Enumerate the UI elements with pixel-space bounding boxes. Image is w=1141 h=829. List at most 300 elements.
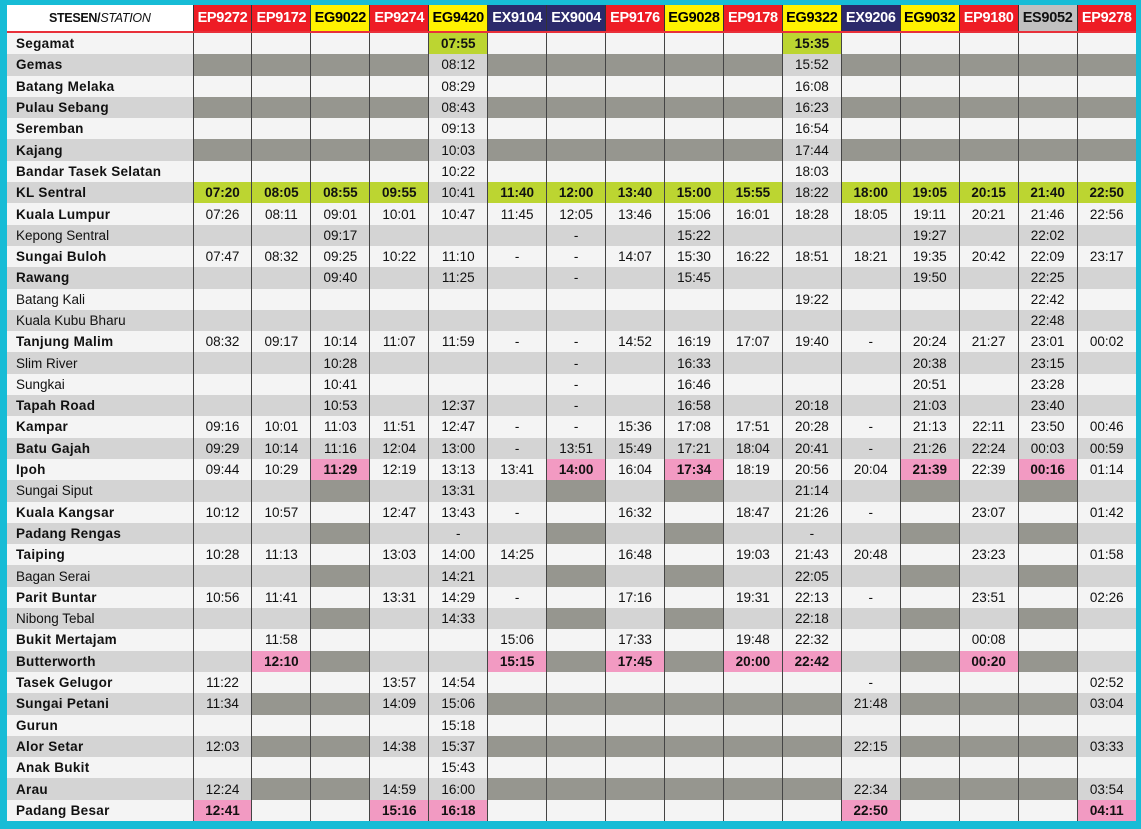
time-cell [606,800,665,821]
time-cell [841,32,900,54]
time-cell: 16:54 [782,118,841,139]
time-cell [370,651,429,672]
station-row [7,225,1136,246]
train-header-ep9272: EP9272 [193,5,252,32]
station-name: Segamat [7,32,193,54]
time-cell: 15:52 [782,54,841,75]
time-cell: - [488,331,547,352]
time-cell [547,161,606,182]
station-row [7,438,1136,459]
time-cell [1077,161,1136,182]
time-cell: 18:19 [723,459,782,480]
time-cell: 12:47 [429,416,488,437]
time-cell [665,715,724,736]
time-cell: 23:23 [959,544,1018,565]
no-service-cell [665,651,724,672]
time-cell [488,565,547,586]
time-cell: 17:08 [665,416,724,437]
time-cell [665,757,724,778]
time-cell [193,289,252,310]
time-cell [841,118,900,139]
time-cell [723,32,782,54]
time-cell: 16:22 [723,246,782,267]
time-cell [665,32,724,54]
time-cell: 17:33 [606,629,665,650]
no-service-cell [1077,97,1136,118]
time-cell: 10:22 [370,246,429,267]
time-cell [252,480,311,501]
time-cell [370,32,429,54]
time-cell [1077,267,1136,288]
station-row [7,374,1136,395]
station-row [7,289,1136,310]
time-cell: 10:01 [252,416,311,437]
time-cell [193,352,252,373]
time-cell: 11:13 [252,544,311,565]
time-cell: 21:26 [782,502,841,523]
time-cell [311,629,370,650]
time-cell [723,118,782,139]
time-cell: 20:42 [959,246,1018,267]
time-cell [1077,310,1136,331]
time-cell [1077,480,1136,501]
time-cell [1077,225,1136,246]
time-cell: 22:15 [841,736,900,757]
time-cell: 23:40 [1018,395,1077,416]
time-cell [547,587,606,608]
time-cell: - [841,502,900,523]
time-cell [606,715,665,736]
time-cell: 10:14 [311,331,370,352]
time-cell [311,757,370,778]
time-cell: 22:25 [1018,267,1077,288]
time-cell [665,672,724,693]
no-service-cell [311,565,370,586]
time-cell: 19:27 [900,225,959,246]
time-cell [488,672,547,693]
train-header-eg9032: EG9032 [900,5,959,32]
time-cell [959,118,1018,139]
station-name: Alor Setar [7,736,193,757]
time-cell [900,587,959,608]
time-cell: 15:45 [665,267,724,288]
station-row [7,587,1136,608]
time-cell: 23:50 [1018,416,1077,437]
time-cell: 22:39 [959,459,1018,480]
time-cell: 14:21 [429,565,488,586]
time-cell [193,161,252,182]
time-cell [252,715,311,736]
time-cell: 10:28 [311,352,370,373]
time-cell: - [488,438,547,459]
terminus-time-cell: 11:29 [311,459,370,480]
no-service-cell [311,97,370,118]
station-name: Arau [7,778,193,799]
time-cell [370,480,429,501]
time-cell [665,161,724,182]
no-service-cell [782,736,841,757]
time-cell [370,161,429,182]
time-cell: 22:05 [782,565,841,586]
station-row [7,544,1136,565]
time-cell: 19:03 [723,544,782,565]
origin-time-cell: 09:55 [370,182,429,203]
time-cell [547,715,606,736]
time-cell [370,395,429,416]
time-cell: 11:34 [193,693,252,714]
time-cell [252,310,311,331]
time-cell [900,118,959,139]
time-cell: 22:48 [1018,310,1077,331]
no-service-cell [311,54,370,75]
time-cell: 11:07 [370,331,429,352]
time-cell: 12:47 [370,502,429,523]
time-cell [723,800,782,821]
no-service-cell [1077,54,1136,75]
time-cell: 09:25 [311,246,370,267]
time-cell [547,502,606,523]
no-service-cell [900,480,959,501]
time-cell: 10:57 [252,502,311,523]
time-cell [959,608,1018,629]
time-cell: 11:41 [252,587,311,608]
time-cell: 16:04 [606,459,665,480]
time-cell [900,32,959,54]
no-service-cell [665,54,724,75]
time-cell: 22:09 [1018,246,1077,267]
no-service-cell [252,778,311,799]
time-cell: 09:17 [252,331,311,352]
time-cell [841,225,900,246]
time-cell: 10:41 [429,182,488,203]
time-cell [311,715,370,736]
no-service-cell [547,693,606,714]
no-service-cell [900,693,959,714]
time-cell [606,523,665,544]
time-cell [1077,395,1136,416]
time-cell: 09:16 [193,416,252,437]
station-row [7,715,1136,736]
time-cell: 16:08 [782,76,841,97]
time-cell [193,225,252,246]
train-header-es9052: ES9052 [1018,5,1077,32]
time-cell: 11:16 [311,438,370,459]
time-cell: - [782,523,841,544]
time-cell [429,289,488,310]
no-service-cell [311,608,370,629]
time-cell [606,118,665,139]
station-name: Nibong Tebal [7,608,193,629]
time-cell [959,800,1018,821]
station-label-english: STATION [100,11,151,25]
time-cell: 01:14 [1077,459,1136,480]
no-service-cell [488,778,547,799]
time-cell: 10:01 [370,203,429,224]
time-cell: 21:26 [900,438,959,459]
time-cell [900,289,959,310]
station-name: Slim River [7,352,193,373]
time-cell [665,118,724,139]
no-service-cell [1018,651,1077,672]
no-service-cell [606,736,665,757]
time-cell [665,310,724,331]
time-cell [1018,118,1077,139]
time-cell [252,523,311,544]
time-cell [606,374,665,395]
station-row [7,416,1136,437]
no-service-cell [1018,97,1077,118]
time-cell: 16:19 [665,331,724,352]
time-cell [841,608,900,629]
time-cell: 10:29 [252,459,311,480]
time-cell [1077,76,1136,97]
time-cell: 22:56 [1077,203,1136,224]
station-name: Anak Bukit [7,757,193,778]
time-cell: 16:00 [429,778,488,799]
time-cell [841,651,900,672]
time-cell [547,289,606,310]
time-cell [841,565,900,586]
time-cell: 10:22 [429,161,488,182]
time-cell [488,395,547,416]
time-cell: 14:52 [606,331,665,352]
station-name: Sungai Petani [7,693,193,714]
time-cell [1018,161,1077,182]
station-name: Kampar [7,416,193,437]
time-cell: 08:29 [429,76,488,97]
time-cell [1077,523,1136,544]
time-cell: 08:32 [193,331,252,352]
time-cell: 11:58 [252,629,311,650]
time-cell [547,629,606,650]
time-cell [900,672,959,693]
no-service-cell [547,778,606,799]
station-name: Rawang [7,267,193,288]
time-cell: 08:12 [429,54,488,75]
time-cell: 20:04 [841,459,900,480]
time-cell [547,118,606,139]
time-cell [193,480,252,501]
time-cell: 00:02 [1077,331,1136,352]
time-cell: - [841,438,900,459]
station-name: Pulau Sebang [7,97,193,118]
time-cell: 01:42 [1077,502,1136,523]
time-cell [311,587,370,608]
time-cell: 19:40 [782,331,841,352]
time-cell [665,289,724,310]
time-cell [193,651,252,672]
time-cell [959,289,1018,310]
no-service-cell [488,736,547,757]
time-cell: 18:51 [782,246,841,267]
no-service-cell [900,97,959,118]
time-cell: 09:17 [311,225,370,246]
time-cell [959,715,1018,736]
origin-time-cell: 22:50 [1077,182,1136,203]
no-service-cell [841,97,900,118]
station-name: Batang Kali [7,289,193,310]
time-cell: 10:28 [193,544,252,565]
time-cell [665,629,724,650]
time-cell: 20:21 [959,203,1018,224]
time-cell [193,310,252,331]
time-cell: - [841,331,900,352]
time-cell [723,225,782,246]
time-cell [193,757,252,778]
time-cell [193,267,252,288]
station-row [7,118,1136,139]
time-cell [193,608,252,629]
time-cell: 15:06 [665,203,724,224]
no-service-cell [547,565,606,586]
time-cell: 00:03 [1018,438,1077,459]
time-cell [370,225,429,246]
time-cell [252,757,311,778]
time-cell [959,32,1018,54]
station-name: Kuala Lumpur [7,203,193,224]
time-cell: 12:24 [193,778,252,799]
time-cell [488,118,547,139]
time-cell: 21:43 [782,544,841,565]
time-cell [959,565,1018,586]
time-cell [900,161,959,182]
time-cell: 20:24 [900,331,959,352]
time-cell [606,289,665,310]
time-cell: 08:32 [252,246,311,267]
no-service-cell [488,97,547,118]
no-service-cell [959,693,1018,714]
time-cell: 03:04 [1077,693,1136,714]
no-service-cell [1018,565,1077,586]
time-cell: 19:31 [723,587,782,608]
no-service-cell [900,139,959,160]
time-cell [488,523,547,544]
train-header-ep9274: EP9274 [370,5,429,32]
time-cell: 16:01 [723,203,782,224]
station-row [7,608,1136,629]
station-name: Taiping [7,544,193,565]
time-cell: 22:02 [1018,225,1077,246]
no-service-cell [311,778,370,799]
time-cell [252,565,311,586]
time-cell [252,32,311,54]
time-cell [841,757,900,778]
time-cell: 12:03 [193,736,252,757]
station-row [7,54,1136,75]
time-cell [1018,629,1077,650]
time-cell [606,267,665,288]
time-cell: 21:03 [900,395,959,416]
terminus-time-cell: 21:39 [900,459,959,480]
time-cell: 20:48 [841,544,900,565]
no-service-cell [193,54,252,75]
time-cell: 21:48 [841,693,900,714]
time-cell [900,544,959,565]
time-cell [841,76,900,97]
time-cell [959,310,1018,331]
no-service-cell [311,693,370,714]
time-cell: 19:22 [782,289,841,310]
no-service-cell [252,54,311,75]
time-cell: 00:08 [959,629,1018,650]
time-cell [547,32,606,54]
time-cell [429,629,488,650]
time-cell: 03:33 [1077,736,1136,757]
origin-time-cell: 15:00 [665,182,724,203]
time-cell [1018,544,1077,565]
no-service-cell [606,139,665,160]
time-cell [488,800,547,821]
station-name: Butterworth [7,651,193,672]
time-cell [723,267,782,288]
no-service-cell [665,565,724,586]
time-cell: 22:13 [782,587,841,608]
time-cell [1018,757,1077,778]
station-name: Ipoh [7,459,193,480]
time-cell [252,161,311,182]
time-cell [606,225,665,246]
time-cell [606,757,665,778]
origin-time-cell: 11:40 [488,182,547,203]
train-timetable [7,5,1136,821]
time-cell: 17:21 [665,438,724,459]
time-cell: 20:41 [782,438,841,459]
time-cell [782,672,841,693]
time-cell: 08:43 [429,97,488,118]
time-cell: 19:50 [900,267,959,288]
station-name: Parit Buntar [7,587,193,608]
time-cell [1018,715,1077,736]
time-cell: 14:59 [370,778,429,799]
time-cell: 12:05 [547,203,606,224]
time-cell: 10:53 [311,395,370,416]
time-cell: - [547,416,606,437]
train-header-eg9322: EG9322 [782,5,841,32]
time-cell [252,118,311,139]
time-cell [311,289,370,310]
time-cell: 14:25 [488,544,547,565]
time-cell [311,544,370,565]
time-cell [959,672,1018,693]
time-cell [782,352,841,373]
station-row [7,736,1136,757]
time-cell [606,310,665,331]
time-cell [782,225,841,246]
station-row [7,672,1136,693]
time-cell: 15:22 [665,225,724,246]
time-cell [606,352,665,373]
time-cell [900,76,959,97]
time-cell [370,629,429,650]
time-cell [370,267,429,288]
no-service-cell [311,523,370,544]
station-row [7,331,1136,352]
time-cell [959,225,1018,246]
no-service-cell [606,693,665,714]
time-cell [723,289,782,310]
time-cell: 20:56 [782,459,841,480]
time-cell [547,76,606,97]
station-row [7,139,1136,160]
time-cell [841,374,900,395]
no-service-cell [488,693,547,714]
no-service-cell [370,97,429,118]
terminus-time-cell: 12:10 [252,651,311,672]
time-cell: 20:51 [900,374,959,395]
time-cell [1018,672,1077,693]
time-cell [252,267,311,288]
time-cell [723,523,782,544]
